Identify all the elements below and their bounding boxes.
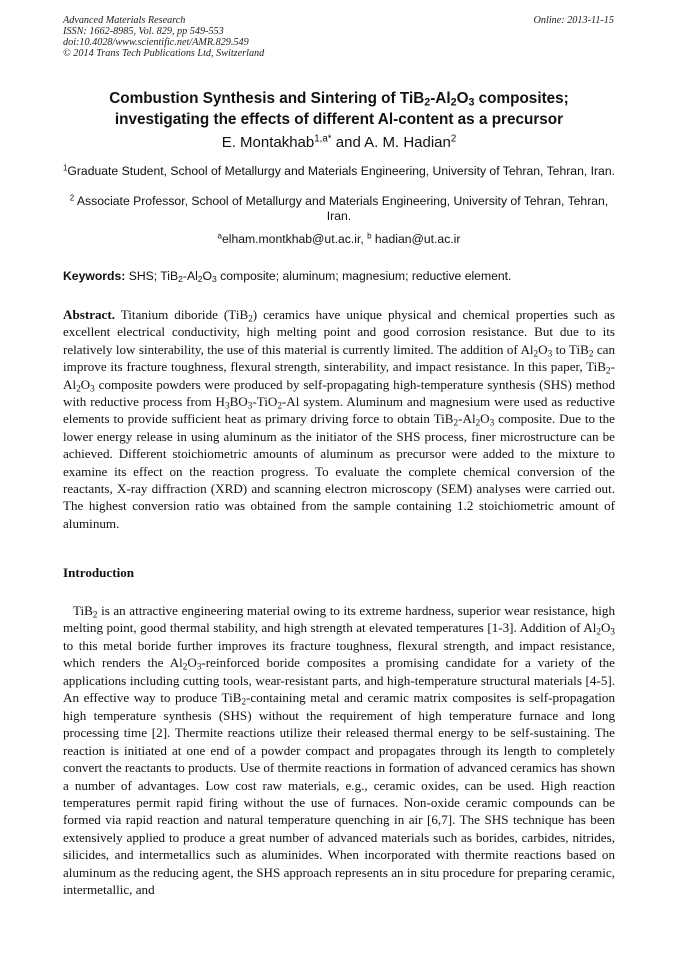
journal-header [63, 15, 264, 59]
journal-doi: doi:10.4028/www.scientific.net/AMR.829.549 [63, 37, 249, 48]
email-a[interactable]: elham.montkhab@ut.ac.ir, [221, 232, 368, 246]
journal-copyright: © 2014 Trans Tech Publications Ltd, Switzerland [63, 48, 265, 59]
keywords-label: Keywords: [63, 269, 126, 283]
paper-title [40, 88, 638, 130]
keywords: Keywords: SHS; $TiB_2-Al_2O_3$ composite; aluminum; magnesium; reductive element. [63, 269, 512, 285]
author-2: A. M. Hadian [364, 134, 451, 151]
abstract-label: Abstract. [63, 307, 115, 322]
affiliation-2: $^2$ Associate Professor, School of Metallurgy and Materials Engineering, University of Tehran, Tehran, Iran. [69, 193, 609, 223]
title-line-1: Combustion Synthesis and Sintering of $TiB_2-Al_2O_3$ composites; [109, 90, 569, 109]
title-line-2: investigating the effects of different Al-content as a precursor [114, 111, 564, 128]
email-b[interactable]: hadian@ut.ac.ir [371, 232, 461, 246]
affiliation-1: $^1$Graduate Student, School of Metallurgy and Materials Engineering, University of Tehran, Tehran, Iran. [62, 163, 616, 178]
introduction-paragraph: TiB$_2$ is an attractive engineering material owing to its extreme hardness, superior wear resistance, high melting point, good thermal stability, and high strength at elevated temperatures [1-3]. Addition of $Al_2O_3$ to this metal boride further improves its fracture toughness, flexural strength, and impact resistance, which renders the $Al_2O_3$-reinforced boride composites a promising candidate for a variety of the applications including cutting tools, wear-resistant parts, and high-temperature structural materials [4-5]. An effective way to produce TiB$_2$-containing metal and ceramic matrix composites is self-propagation high temperature synthesis (SHS) without the requirement of high temperature furnace and long processing time [2]. Thermite reactions utilize their released thermal energy to be self-sustaining. The reaction is initiated at one end of a powder compact and propagates through its length to completely convert the reactants to products. Use of thermite reactions in formation of advanced ceramics has shown a number of advantages. Low cost raw materials, e.g., ceramic oxides, can be used. High reaction temperatures permit rapid firing without the use of furnaces. Non-oxide ceramic compounds can be formed via rapid reaction and natural temperature quenching in air [6,7]. The SHS technique has been extensively applied to produce a great number of advanced materials such as borides, carbides, nitrides, silicides, and intermetallics such as aluminides. When incorporated with thermite reactions based on aluminum as the reducing agent, the SHS approach represents an in situ procedure for preparing ceramic, intermetallic, and [63, 603, 615, 898]
online-date: Online: 2013-11-15 [533, 15, 614, 26]
section-heading-introduction: Introduction [63, 565, 135, 580]
abstract-paragraph: Abstract. Titanium diboride (TiB$_2$) ceramics have unique physical and chemical properties such as excellent electrical conductivity, high melting point and good corrosion resistance. But due to its relatively low sinterability, the use of this material is currently limited. The addition of $Al_2O_3$ to TiB$_2$ can improve its fracture toughness, flexural strength, sinterability, and impact resistance. In this paper, $TiB_2-Al_2O_3$ composite powders were produced by self-propagating high-temperature synthesis (SHS) method with reductive process from $H_3BO_3-TiO_2-Al$ system. Aluminum and magnesium were used as reductive elements to provide sufficient heat as primary driving force to obtain $TiB_2-Al_2O_3$ composite. Due to the lower energy release in using aluminum as the initiator of the SHS process, finer microstructure can be achieved. Different stoichiometric amounts of aluminum as precursor were added to the mixture to examine its effect on the reaction progress. To evaluate the complete chemical conversion of the reactants, X-ray diffraction (XRD) and scanning electron microscopy (SEM) analyses were carried out. The highest conversion ratio was obtained from the sample containing 1.2 stoichiometric amount of aluminum. [63, 307, 615, 531]
journal-name: Advanced Materials Research [63, 15, 186, 26]
author-list: E. Montakhab$^{1,a*}$ and A. M. Hadian$^2$ [221, 133, 457, 151]
journal-issn: ISSN: 1662-8985, Vol. 829, pp 549-553 [63, 26, 224, 37]
author-emails: $^a$elham.montkhab@ut.ac.ir, $^b$ hadian@ut.ac.ir [217, 231, 461, 246]
author-1: E. Montakhab [221, 134, 315, 151]
